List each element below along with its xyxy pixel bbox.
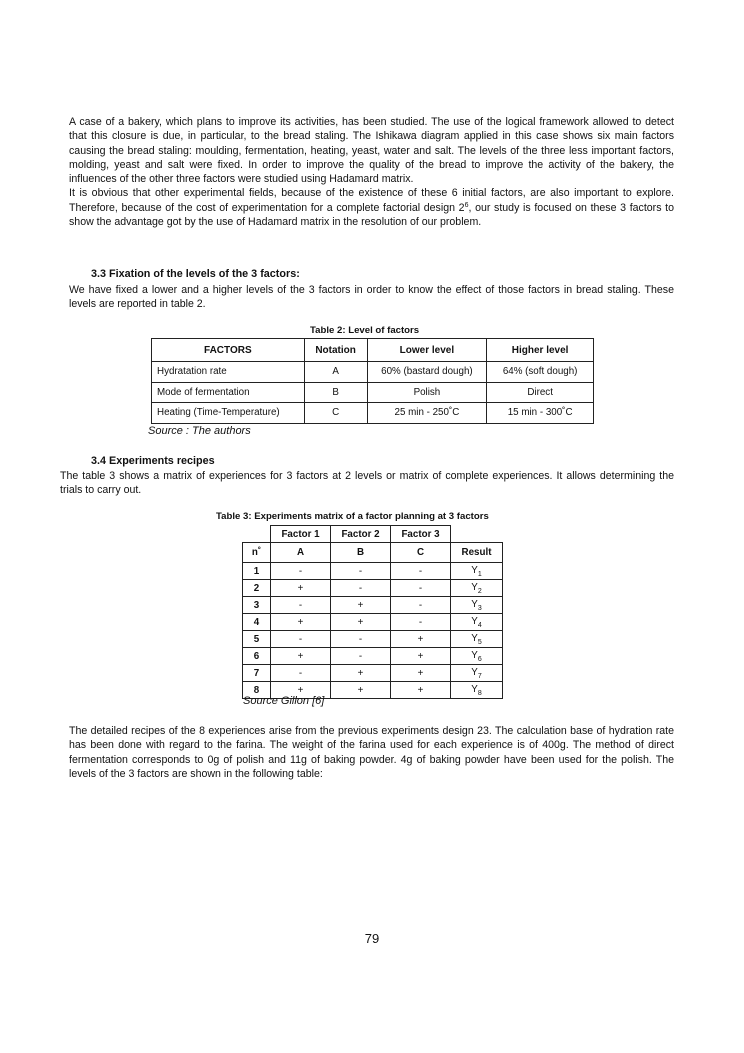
table3-cell: - — [391, 597, 451, 614]
table3-result-cell — [451, 580, 503, 597]
table-row — [243, 631, 503, 648]
result-symbol: Y — [471, 683, 478, 695]
table2-header: Notation — [304, 339, 367, 362]
table3-cell: - — [391, 614, 451, 631]
result-subscript: 5 — [477, 638, 482, 646]
table3-cell: - — [331, 631, 391, 648]
table-row — [243, 665, 503, 682]
table3-result-cell — [451, 631, 503, 648]
intro-paragraph-2 — [69, 186, 674, 229]
intro-paragraph-1: A case of a bakery, which plans to improve its activities, has been studied. The use of the logical framework allowed to detect that this closure is due, in particular, to the bread staling. The Ishikawa diagram applied in this case shows six main factors causing the bread staling: moulding, fermentation, heating, yeast, water and salt. The levels of the three less important factors, molding, yeast and salt were fixed. In order to improve the quality of the bread to improve the activity of the bakery, the influences of the other three factors were studied using Hadamard matrix. — [69, 116, 674, 186]
table2-caption: Table 2: Level of factors — [310, 325, 420, 336]
result-subscript: 7 — [477, 672, 482, 680]
section-3-3-heading: 3.3 Fixation of the levels of the 3 factors: — [91, 268, 300, 280]
table2-source: Source : The authors — [148, 425, 251, 437]
table3-cell: 4 — [243, 614, 271, 631]
table3-cell: 6 — [243, 648, 271, 665]
table2-cell: B — [304, 382, 367, 403]
table3-header: B — [331, 543, 391, 563]
table2-header: FACTORS — [152, 339, 305, 362]
table3-factor-header: Factor 2 — [331, 526, 391, 543]
result-symbol: Y — [471, 649, 478, 661]
table2-cell: Polish — [367, 382, 487, 403]
table3-empty-cell — [451, 526, 503, 543]
table3-cell: - — [271, 597, 331, 614]
intro-p2-before: It is obvious that other experimental fields, because of the existence of these 6 initial factors, are also important to explore. Therefore, because of the cost of experimentation for a complete factorial design 2 — [69, 187, 674, 214]
table2-cell: Direct — [487, 382, 594, 403]
result-subscript: 6 — [477, 655, 482, 663]
table2-cell: Heating (Time-Temperature) — [152, 403, 305, 424]
result-symbol: Y — [471, 598, 478, 610]
intro-text — [69, 115, 674, 229]
table2-cell: 64% (soft dough) — [487, 362, 594, 383]
table-row — [243, 580, 503, 597]
table-row — [243, 648, 503, 665]
table3-cell: 2 — [243, 580, 271, 597]
result-symbol: Y — [471, 581, 478, 593]
table-row — [243, 597, 503, 614]
table3-result-cell — [451, 597, 503, 614]
table3-header: A — [271, 543, 331, 563]
table3-cell: + — [391, 648, 451, 665]
table3-cell: - — [331, 563, 391, 580]
table3-result-cell — [451, 614, 503, 631]
table3-cell: + — [331, 682, 391, 699]
table-row — [243, 614, 503, 631]
table2-cell: 25 min - 250˚C — [367, 403, 487, 424]
table3-cell: - — [271, 631, 331, 648]
result-subscript: 8 — [477, 689, 482, 697]
table3-cell: + — [391, 665, 451, 682]
result-symbol: Y — [471, 564, 478, 576]
table3-empty-cell — [243, 526, 271, 543]
closing-text: The detailed recipes of the 8 experiences arise from the previous experiments design 23. The calculation base of hydration rate has been done with regard to the farina. The weight of the farina used for each experience is of 400g. The method of direct fermentation corresponds to 0g of polish and 11g of baking powder. 4g of baking powder have been used for the polish. The levels of the 3 factors are shown in the following table: — [69, 725, 674, 780]
table2-cell: C — [304, 403, 367, 424]
table3-cell: + — [271, 614, 331, 631]
table2-header: Higher level — [487, 339, 594, 362]
table-row — [152, 403, 594, 424]
table3-caption: Table 3: Experiments matrix of a factor planning at 3 factors — [216, 511, 489, 522]
table3-cell: + — [391, 682, 451, 699]
table3-cell: 1 — [243, 563, 271, 580]
table2-cell: Mode of fermentation — [152, 382, 305, 403]
table2-cell: A — [304, 362, 367, 383]
table-row — [152, 362, 594, 383]
table2-header-row — [152, 339, 594, 362]
table3-cell: - — [331, 580, 391, 597]
table3-result-cell — [451, 665, 503, 682]
table3-cell: + — [331, 614, 391, 631]
table3-cell: + — [331, 597, 391, 614]
table-row — [243, 563, 503, 580]
table2-cell: Hydratation rate — [152, 362, 305, 383]
table3-cell: + — [271, 580, 331, 597]
table2 — [151, 338, 594, 424]
intro-p2-after: , our study is focused on these 3 factors to show the advantage got by the use of Hadamard matrix in the resolution of our problem. — [69, 201, 675, 229]
table3-header-row — [243, 543, 503, 563]
table3-cell: + — [271, 682, 331, 699]
page-number: 79 — [364, 931, 380, 946]
result-symbol: Y — [471, 666, 478, 678]
table3-cell: - — [271, 563, 331, 580]
table3-cell: + — [271, 648, 331, 665]
table3-cell: 3 — [243, 597, 271, 614]
table3 — [242, 525, 503, 699]
table2-cell: 60% (bastard dough) — [367, 362, 487, 383]
section-3-4-text: The table 3 shows a matrix of experiences for 3 factors at 2 levels or matrix of complete experiences. It allows determining the trials to carry out. — [60, 470, 674, 497]
result-subscript: 4 — [477, 621, 482, 629]
table3-cell: - — [271, 665, 331, 682]
table3-cell: 8 — [243, 682, 271, 699]
section-3-3-text: We have fixed a lower and a higher levels of the 3 factors in order to know the effect of those factors in bread staling. These levels are reported in table 2. — [69, 284, 674, 311]
result-symbol: Y — [471, 632, 478, 644]
table3-header: n˚ — [243, 543, 271, 563]
table3-cell: + — [391, 631, 451, 648]
table3-cell: - — [391, 580, 451, 597]
table2-header: Lower level — [367, 339, 487, 362]
table3-factor-row — [243, 526, 503, 543]
table3-cell: + — [331, 665, 391, 682]
result-subscript: 2 — [477, 587, 482, 595]
result-subscript: 3 — [477, 604, 482, 612]
table2-cell: 15 min - 300˚C — [487, 403, 594, 424]
table3-cell: - — [391, 563, 451, 580]
table3-result-cell — [451, 563, 503, 580]
table3-result-cell — [451, 682, 503, 699]
table3-cell: - — [331, 648, 391, 665]
table3-source: Source Gillon [6] — [243, 695, 325, 707]
table3-header: Result — [451, 543, 503, 563]
result-symbol: Y — [471, 615, 478, 627]
table3-result-cell — [451, 648, 503, 665]
table3-header: C — [391, 543, 451, 563]
table3-cell: 7 — [243, 665, 271, 682]
result-subscript: 1 — [477, 570, 482, 578]
table3-factor-header: Factor 1 — [271, 526, 331, 543]
table-row — [152, 382, 594, 403]
table3-cell: 5 — [243, 631, 271, 648]
section-3-4-heading: 3.4 Experiments recipes — [91, 455, 215, 467]
table3-factor-header: Factor 3 — [391, 526, 451, 543]
intro-p2-superscript: 6 — [464, 201, 469, 209]
